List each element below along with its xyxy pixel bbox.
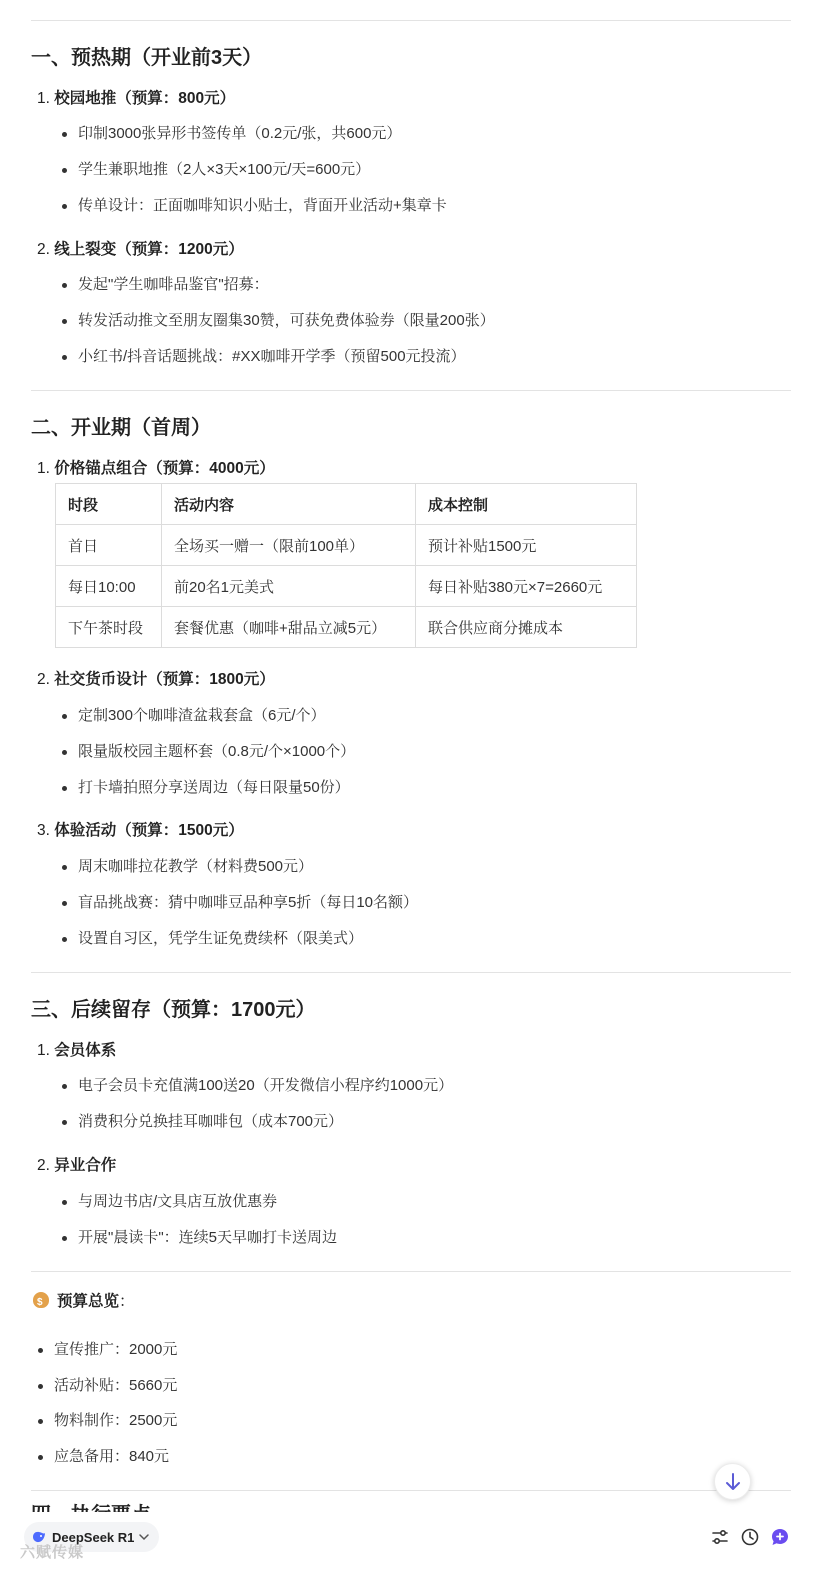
ordered-item-title: 3. 体验活动（预算：1500元） bbox=[37, 822, 244, 839]
divider bbox=[31, 972, 791, 973]
settings-sliders-icon[interactable] bbox=[710, 1527, 730, 1547]
ordered-item-title: 2. 线上裂变（预算：1200元） bbox=[37, 241, 244, 258]
table-cell: 下午茶时段 bbox=[56, 607, 162, 648]
new-chat-icon[interactable] bbox=[770, 1527, 790, 1547]
section-heading: 二、开业期（首周） bbox=[31, 417, 211, 439]
watermark: 六赋传媒 bbox=[20, 1544, 85, 1561]
ordered-item-title: 1. 价格锚点组合（预算：4000元） bbox=[37, 460, 275, 477]
section-heading: 三、后续留存（预算：1700元） bbox=[31, 999, 316, 1021]
table-cell: 全场买一赠一（限前100单） bbox=[162, 525, 416, 566]
model-selector[interactable]: DeepSeek R1 bbox=[24, 1522, 159, 1552]
ordered-item-title: 2. 社交货币设计（预算：1800元） bbox=[37, 671, 275, 688]
scroll-to-bottom-button[interactable] bbox=[714, 1463, 751, 1500]
table-header-cell: 时段 bbox=[56, 484, 162, 525]
section-heading: 一、预热期（开业前3天） bbox=[31, 47, 263, 69]
promo-table bbox=[55, 483, 637, 648]
budget-summary-title: $预算总览： bbox=[33, 1292, 135, 1312]
table-cell: 每日10:00 bbox=[56, 566, 162, 607]
table-row bbox=[56, 525, 637, 566]
chat-response-page: 一、预热期（开业前3天） 1. 校园地推（预算：800元） 印制3000张异形书签传单（0.2元/张，共600元） 学生兼职地推（2人×3天×100元/天=600元） 传单设计：正面咖啡知识小贴士，背面开业活动+集章卡 2. 线上裂变（预算：1200元） 发起"学生咖啡品鉴官"招募： 转发活动推文至朋友圈集30赞，可获免费体验券（限量200张） 小红书/抖音话题挑战：#XX咖啡开学季（预留500元投流） 二、开业期（首周） 1. 价格锚点组合（预算：4000元） 时段 活动内容 成本控制 首日 全场买一赠一（限前100单） 预计补贴1500元 每日10:00 前20名1元美式 每日补贴380元×7=2660元 下午茶时段 套餐优惠（咖啡+甜品立减5元） 联合供应商分摊成本 2. 社交货币设计（预算：1800元） 定制300个咖啡渣盆栽套盒（6元/个） 限量版校园主题杯套（0.8元/个×1000个） 打卡墙拍照分享送周边（每日限量50份） 3. 体验活动（预算：1500元） 周末咖啡拉花教学（材料费500元） 盲品挑战赛：猜中咖啡豆品种享5折（每日10名额） 设置自习区，凭学生证免费续杯（限美式） 三、后续留存（预算：1700元） 1. 会员体系 电子会员卡充值满100送20（开发微信小程序约1000元） 消费积分兑换挂耳咖啡包（成本700元） 2. 异业合作 与周边书店/文具店互放优惠券 开展"晨读卡"：连续5天早咖打卡送周边 $预算总览： 宣传推广：2000元 活动补贴：5660元 物料制作：2500元 应急备用：840元 DeepSeek R1 六赋传媒 bbox=[0, 0, 831, 1579]
divider bbox=[31, 390, 791, 391]
money-bag-icon bbox=[33, 1292, 49, 1308]
divider bbox=[31, 20, 791, 21]
divider bbox=[31, 1271, 791, 1272]
ordered-item-title: 1. 会员体系 bbox=[37, 1042, 117, 1059]
table-header-row bbox=[56, 484, 637, 525]
table-row bbox=[56, 607, 637, 648]
table-header-cell: 活动内容 bbox=[162, 484, 416, 525]
table-cell: 前20名1元美式 bbox=[162, 566, 416, 607]
table-cell: 预计补贴1500元 bbox=[416, 525, 637, 566]
table-row bbox=[56, 566, 637, 607]
arrow-down-icon bbox=[724, 1472, 742, 1492]
table-header-cell: 成本控制 bbox=[416, 484, 637, 525]
table-cell: 每日补贴380元×7=2660元 bbox=[416, 566, 637, 607]
history-clock-icon[interactable] bbox=[740, 1527, 760, 1547]
ordered-item-title: 1. 校园地推（预算：800元） bbox=[37, 90, 236, 107]
table-cell: 套餐优惠（咖啡+甜品立减5元） bbox=[162, 607, 416, 648]
ordered-item-title: 2. 异业合作 bbox=[37, 1157, 117, 1174]
table-cell: 联合供应商分摊成本 bbox=[416, 607, 637, 648]
table-cell: 首日 bbox=[56, 525, 162, 566]
divider bbox=[31, 1490, 791, 1491]
chevron-down-icon bbox=[139, 1533, 149, 1541]
